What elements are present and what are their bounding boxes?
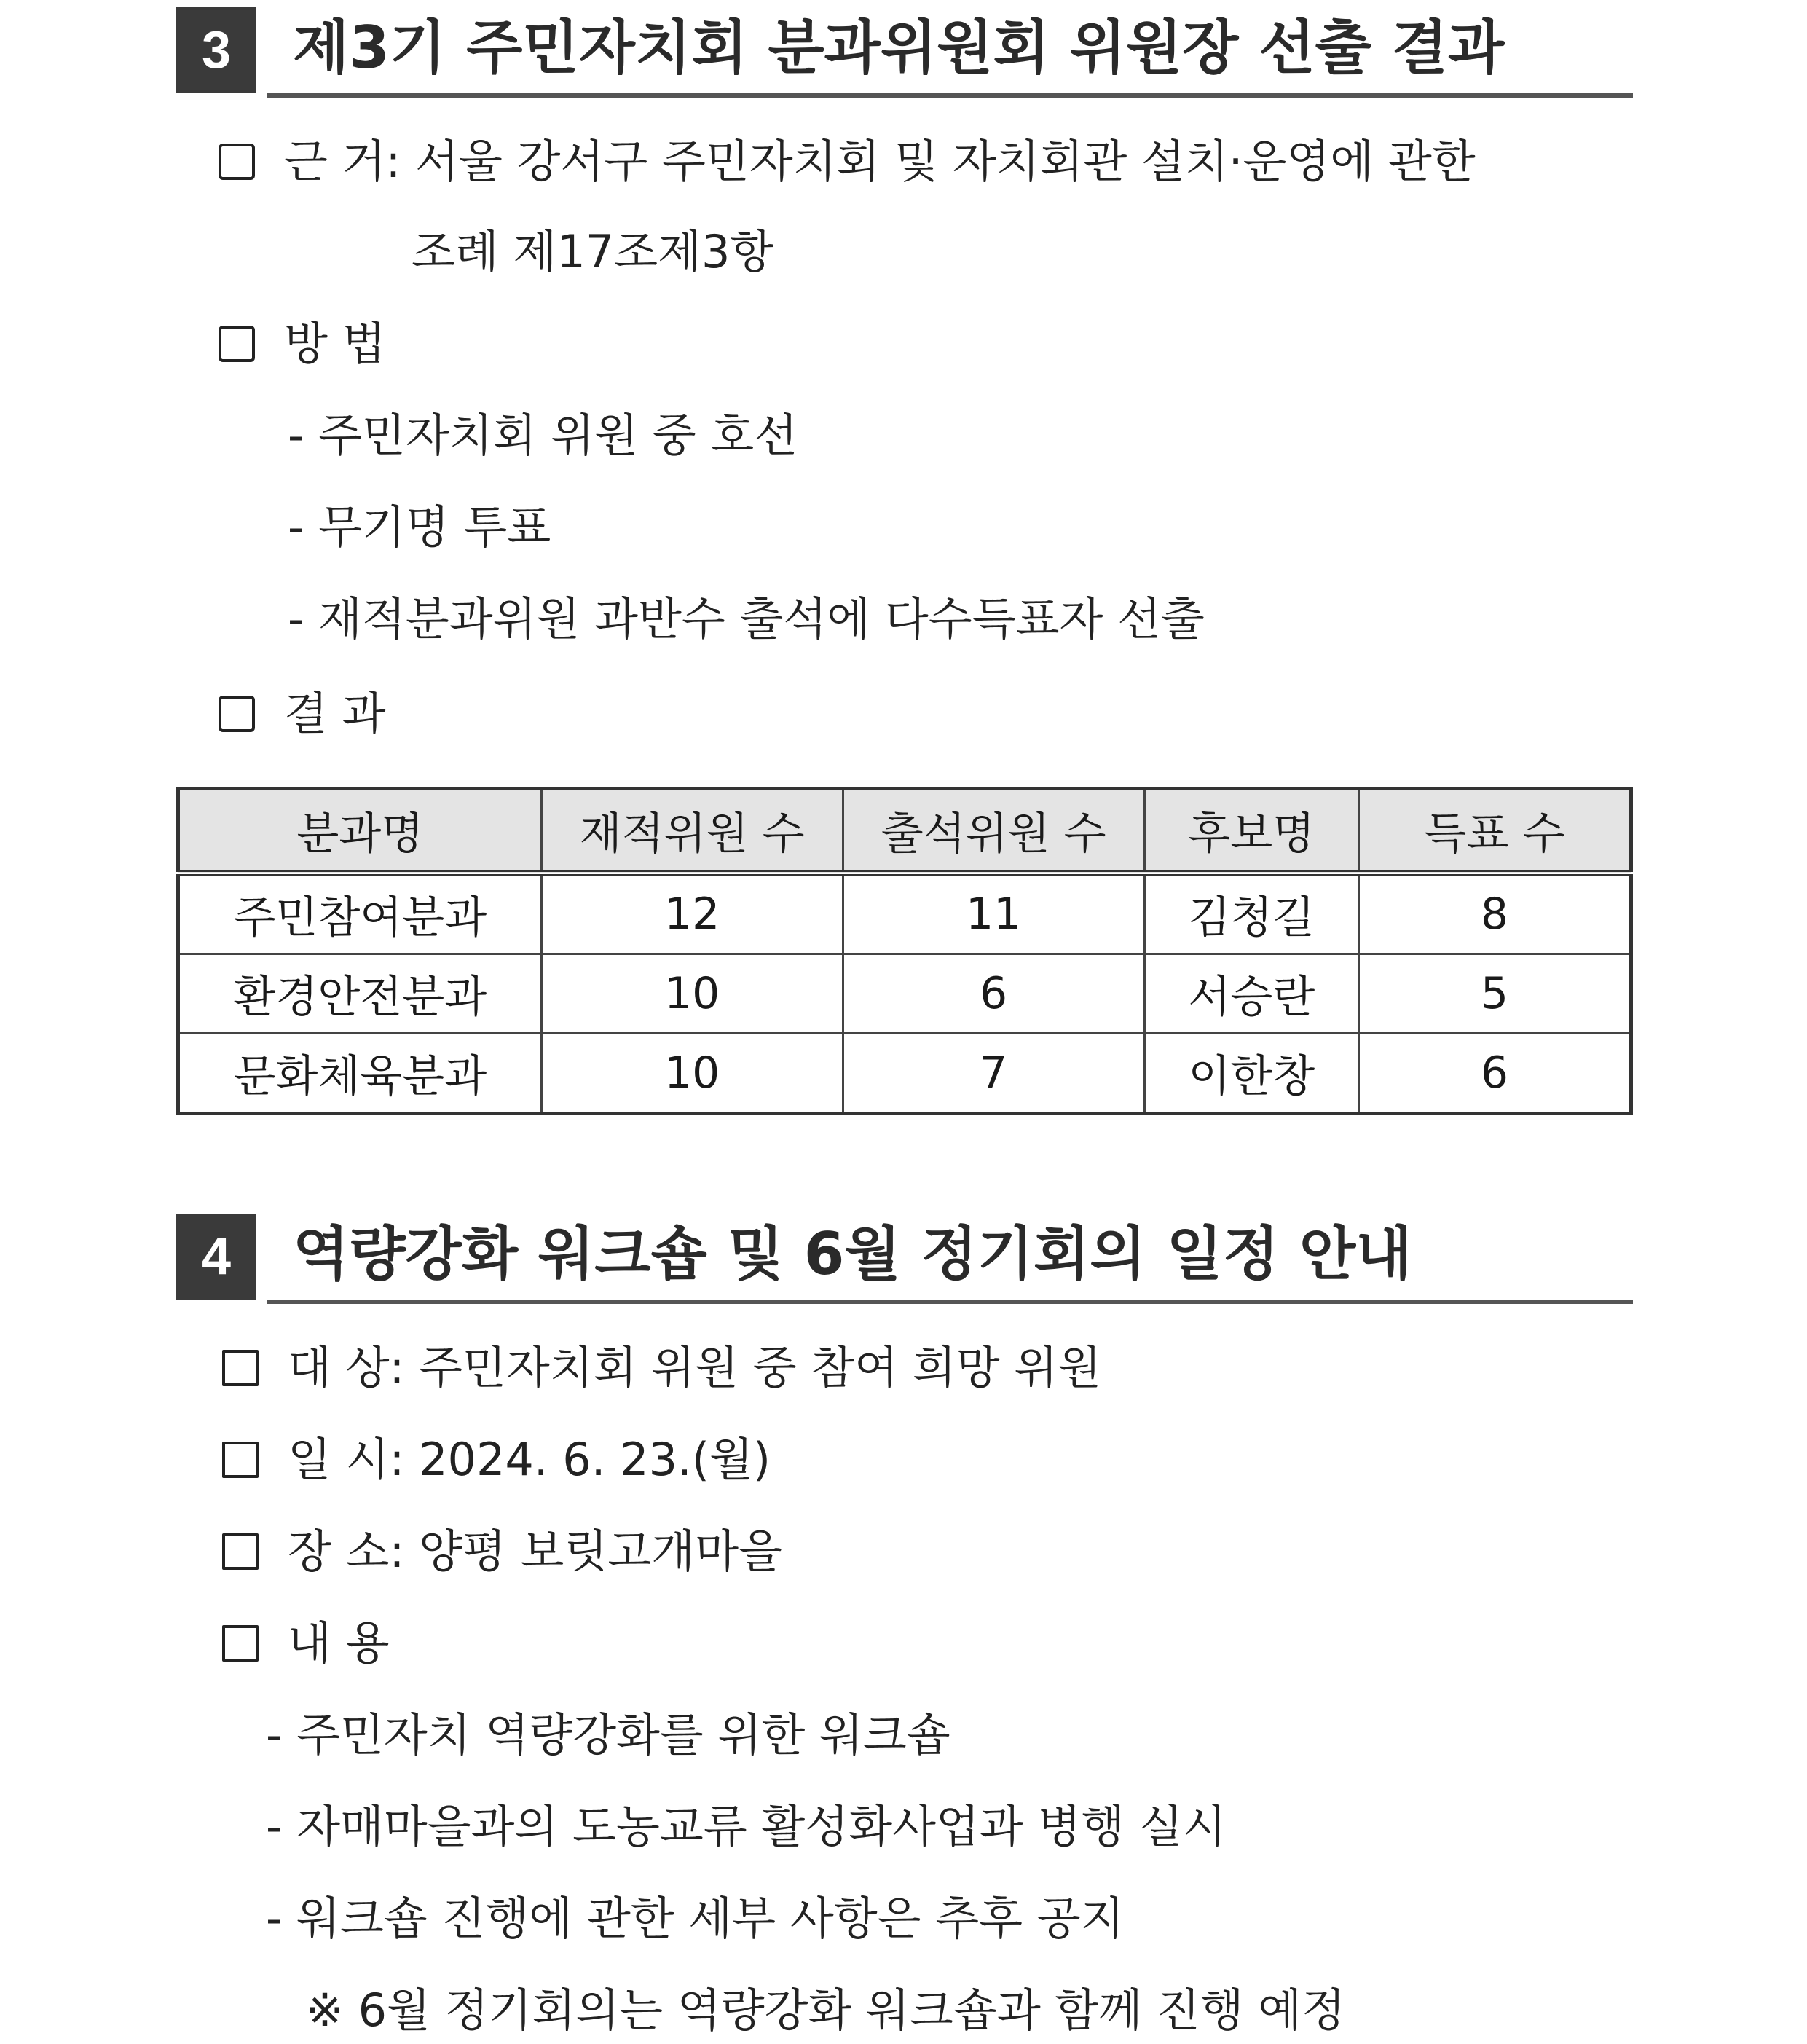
result-item: [219, 685, 386, 743]
table-cell: 이한창: [1144, 1034, 1358, 1114]
content-list-item: - 자매마을과의 도농교류 활성화사업과 병행 실시: [266, 1800, 1227, 1853]
place-text: 장 소: 양평 보릿고개마을: [288, 1525, 782, 1578]
section-4-header: [176, 1214, 1633, 1301]
election-result-table: [176, 787, 1633, 1115]
method-item: [219, 315, 386, 373]
table-row: [178, 954, 1631, 1034]
table-cell: 서승란: [1144, 954, 1358, 1034]
schedule-note: ※ 6월 정기회의는 역량강화 워크숍과 함께 진행 예정: [306, 1984, 1346, 2037]
basis-item: [219, 133, 1476, 191]
checkbox-icon: [222, 1533, 259, 1570]
basis-text-line2: 조례 제17조제3항: [412, 225, 774, 278]
section-number-badge: 3: [176, 7, 256, 93]
table-cell: 문화체육분과: [178, 1034, 542, 1114]
header-cell: 분과명: [178, 789, 542, 873]
header-cell: 득표 수: [1358, 789, 1631, 873]
method-list-item: - 무기명 투표: [288, 500, 551, 554]
target-text: 대 상: 주민자치회 위원 중 참여 희망 위원: [288, 1341, 1102, 1394]
table-row: [178, 1034, 1631, 1114]
datetime-item: [222, 1431, 771, 1489]
table-cell: 10: [541, 954, 843, 1034]
target-item: [222, 1339, 1101, 1397]
checkbox-icon: [222, 1350, 259, 1386]
method-list-item: - 재적분과위원 과반수 출석에 다수득표자 선출: [288, 592, 1205, 645]
datetime-text: 일 시: 2024. 6. 23.(월): [288, 1433, 771, 1486]
table-cell: 6: [843, 954, 1144, 1034]
section-number-badge: 4: [176, 1214, 256, 1300]
content-item: [222, 1614, 390, 1672]
table-row: [178, 873, 1631, 954]
table-cell: 6: [1358, 1034, 1631, 1114]
checkbox-icon: [219, 326, 255, 362]
basis-text-line1: 근 거: 서울 강서구 주민자치회 및 자치회관 설치·운영에 관한: [284, 135, 1476, 188]
table-header-row: [178, 789, 1631, 873]
section-underline: [267, 93, 1633, 98]
table-cell: 8: [1358, 873, 1631, 954]
checkbox-icon: [222, 1442, 259, 1478]
table-cell: 7: [843, 1034, 1144, 1114]
content-list-item: - 워크숍 진행에 관한 세부 사항은 추후 공지: [266, 1892, 1125, 1945]
table-cell: 11: [843, 873, 1144, 954]
section-underline: [267, 1300, 1633, 1304]
table-cell: 주민참여분과: [178, 873, 542, 954]
checkbox-icon: [222, 1625, 259, 1662]
table-cell: 환경안전분과: [178, 954, 542, 1034]
header-cell: 출석위원 수: [843, 789, 1144, 873]
result-label: 결 과: [284, 687, 386, 740]
header-cell: 후보명: [1144, 789, 1358, 873]
section-title: 제3기 주민자치회 분과위원회 위원장 선출 결과: [293, 14, 1505, 82]
content-list-item: - 주민자치 역량강화를 위한 워크숍: [266, 1708, 950, 1761]
table-cell: 김청길: [1144, 873, 1358, 954]
section-title: 역량강화 워크숍 및 6월 정기회의 일정 안내: [293, 1220, 1412, 1288]
checkbox-icon: [219, 696, 255, 732]
section-3-header: [176, 7, 1633, 95]
method-label: 방 법: [284, 317, 386, 370]
content-label: 내 용: [288, 1616, 390, 1670]
place-item: [222, 1522, 782, 1581]
table-cell: 5: [1358, 954, 1631, 1034]
method-list-item: - 주민자치회 위원 중 호선: [288, 409, 798, 462]
checkbox-icon: [219, 144, 255, 180]
header-cell: 재적위원 수: [541, 789, 843, 873]
table-cell: 12: [541, 873, 843, 954]
table-cell: 10: [541, 1034, 843, 1114]
